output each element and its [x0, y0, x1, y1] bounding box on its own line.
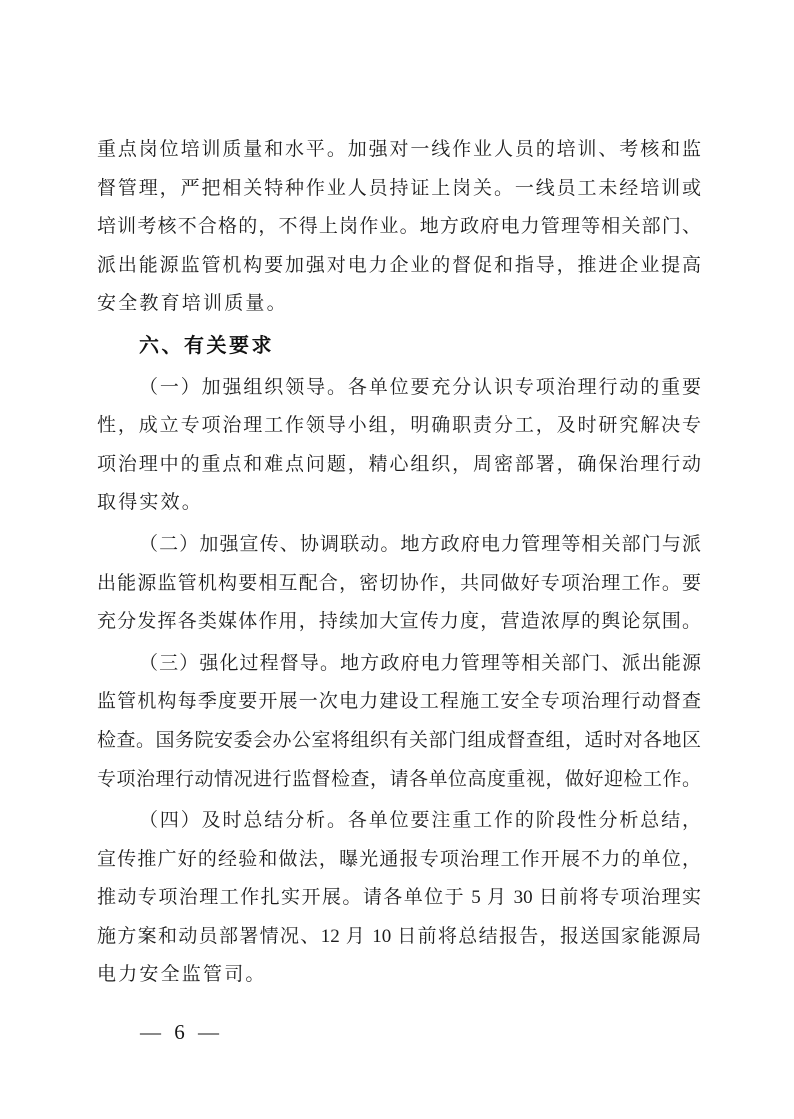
text-line: 出能源监管机构要相互配合，密切协作，共同做好专项治理工作。要 — [97, 572, 701, 594]
text-line: 派出能源监管机构要加强对电力企业的督促和指导，推进企业提高 — [97, 254, 701, 276]
paragraph-item-3 — [97, 645, 701, 799]
text-line: 取得实效。 — [97, 492, 204, 514]
text-line: 施方案和动员部署情况、12 月 10 日前将总结报告，报送国家能源局 — [97, 925, 701, 947]
section-heading — [97, 327, 701, 366]
text-line: 培训考核不合格的，不得上岗作业。地方政府电力管理等相关部门、 — [97, 216, 701, 238]
text-line: （一）加强组织领导。各单位要充分认识专项治理行动的重要 — [139, 376, 701, 398]
text-line: 专项治理行动情况进行监督检查，请各单位高度重视，做好迎检工作。 — [97, 768, 701, 790]
text-line: 监管机构每季度要开展一次电力建设工程施工安全专项治理行动督查 — [97, 691, 701, 713]
document-body — [97, 131, 701, 995]
text-line: 推动专项治理工作扎实开展。请各单位于 5 月 30 日前将专项治理实 — [97, 887, 701, 909]
text-line: （四）及时总结分析。各单位要注重工作的阶段性分析总结， — [139, 810, 701, 832]
text-line: 检查。国务院安委会办公室将组织有关部门组成督查组，适时对各地区 — [97, 729, 701, 751]
paragraph-continuation — [97, 131, 701, 324]
text-line: （三）强化过程督导。地方政府电力管理等相关部门、派出能源 — [139, 652, 701, 674]
text-line: 性，成立专项治理工作领导小组，明确职责分工，及时研究解决专 — [97, 415, 701, 437]
page-number: — 6 — — [140, 1020, 223, 1044]
paragraph-item-1 — [97, 369, 701, 523]
paragraph-item-4 — [97, 802, 701, 995]
text-line: 重点岗位培训质量和水平。加强对一线作业人员的培训、考核和监 — [97, 139, 701, 160]
text-line: 电力安全监管司。 — [97, 964, 267, 986]
text-line: 安全教育培训质量。 — [97, 293, 288, 315]
text-line: 项治理中的重点和难点问题，精心组织，周密部署，确保治理行动 — [97, 453, 701, 475]
text-line: 督管理，严把相关特种作业人员持证上岗关。一线员工未经培训或 — [97, 177, 701, 199]
paragraph-item-2 — [97, 526, 701, 642]
text-line: 充分发挥各类媒体作用，持续加大宣传力度，营造浓厚的舆论氛围。 — [97, 611, 701, 633]
section-heading-text: 六、有关要求 — [139, 334, 274, 357]
text-line: （二）加强宣传、协调联动。地方政府电力管理等相关部门与派 — [139, 533, 701, 555]
text-line: 宣传推广好的经验和做法，曝光通报专项治理工作开展不力的单位， — [97, 848, 701, 870]
